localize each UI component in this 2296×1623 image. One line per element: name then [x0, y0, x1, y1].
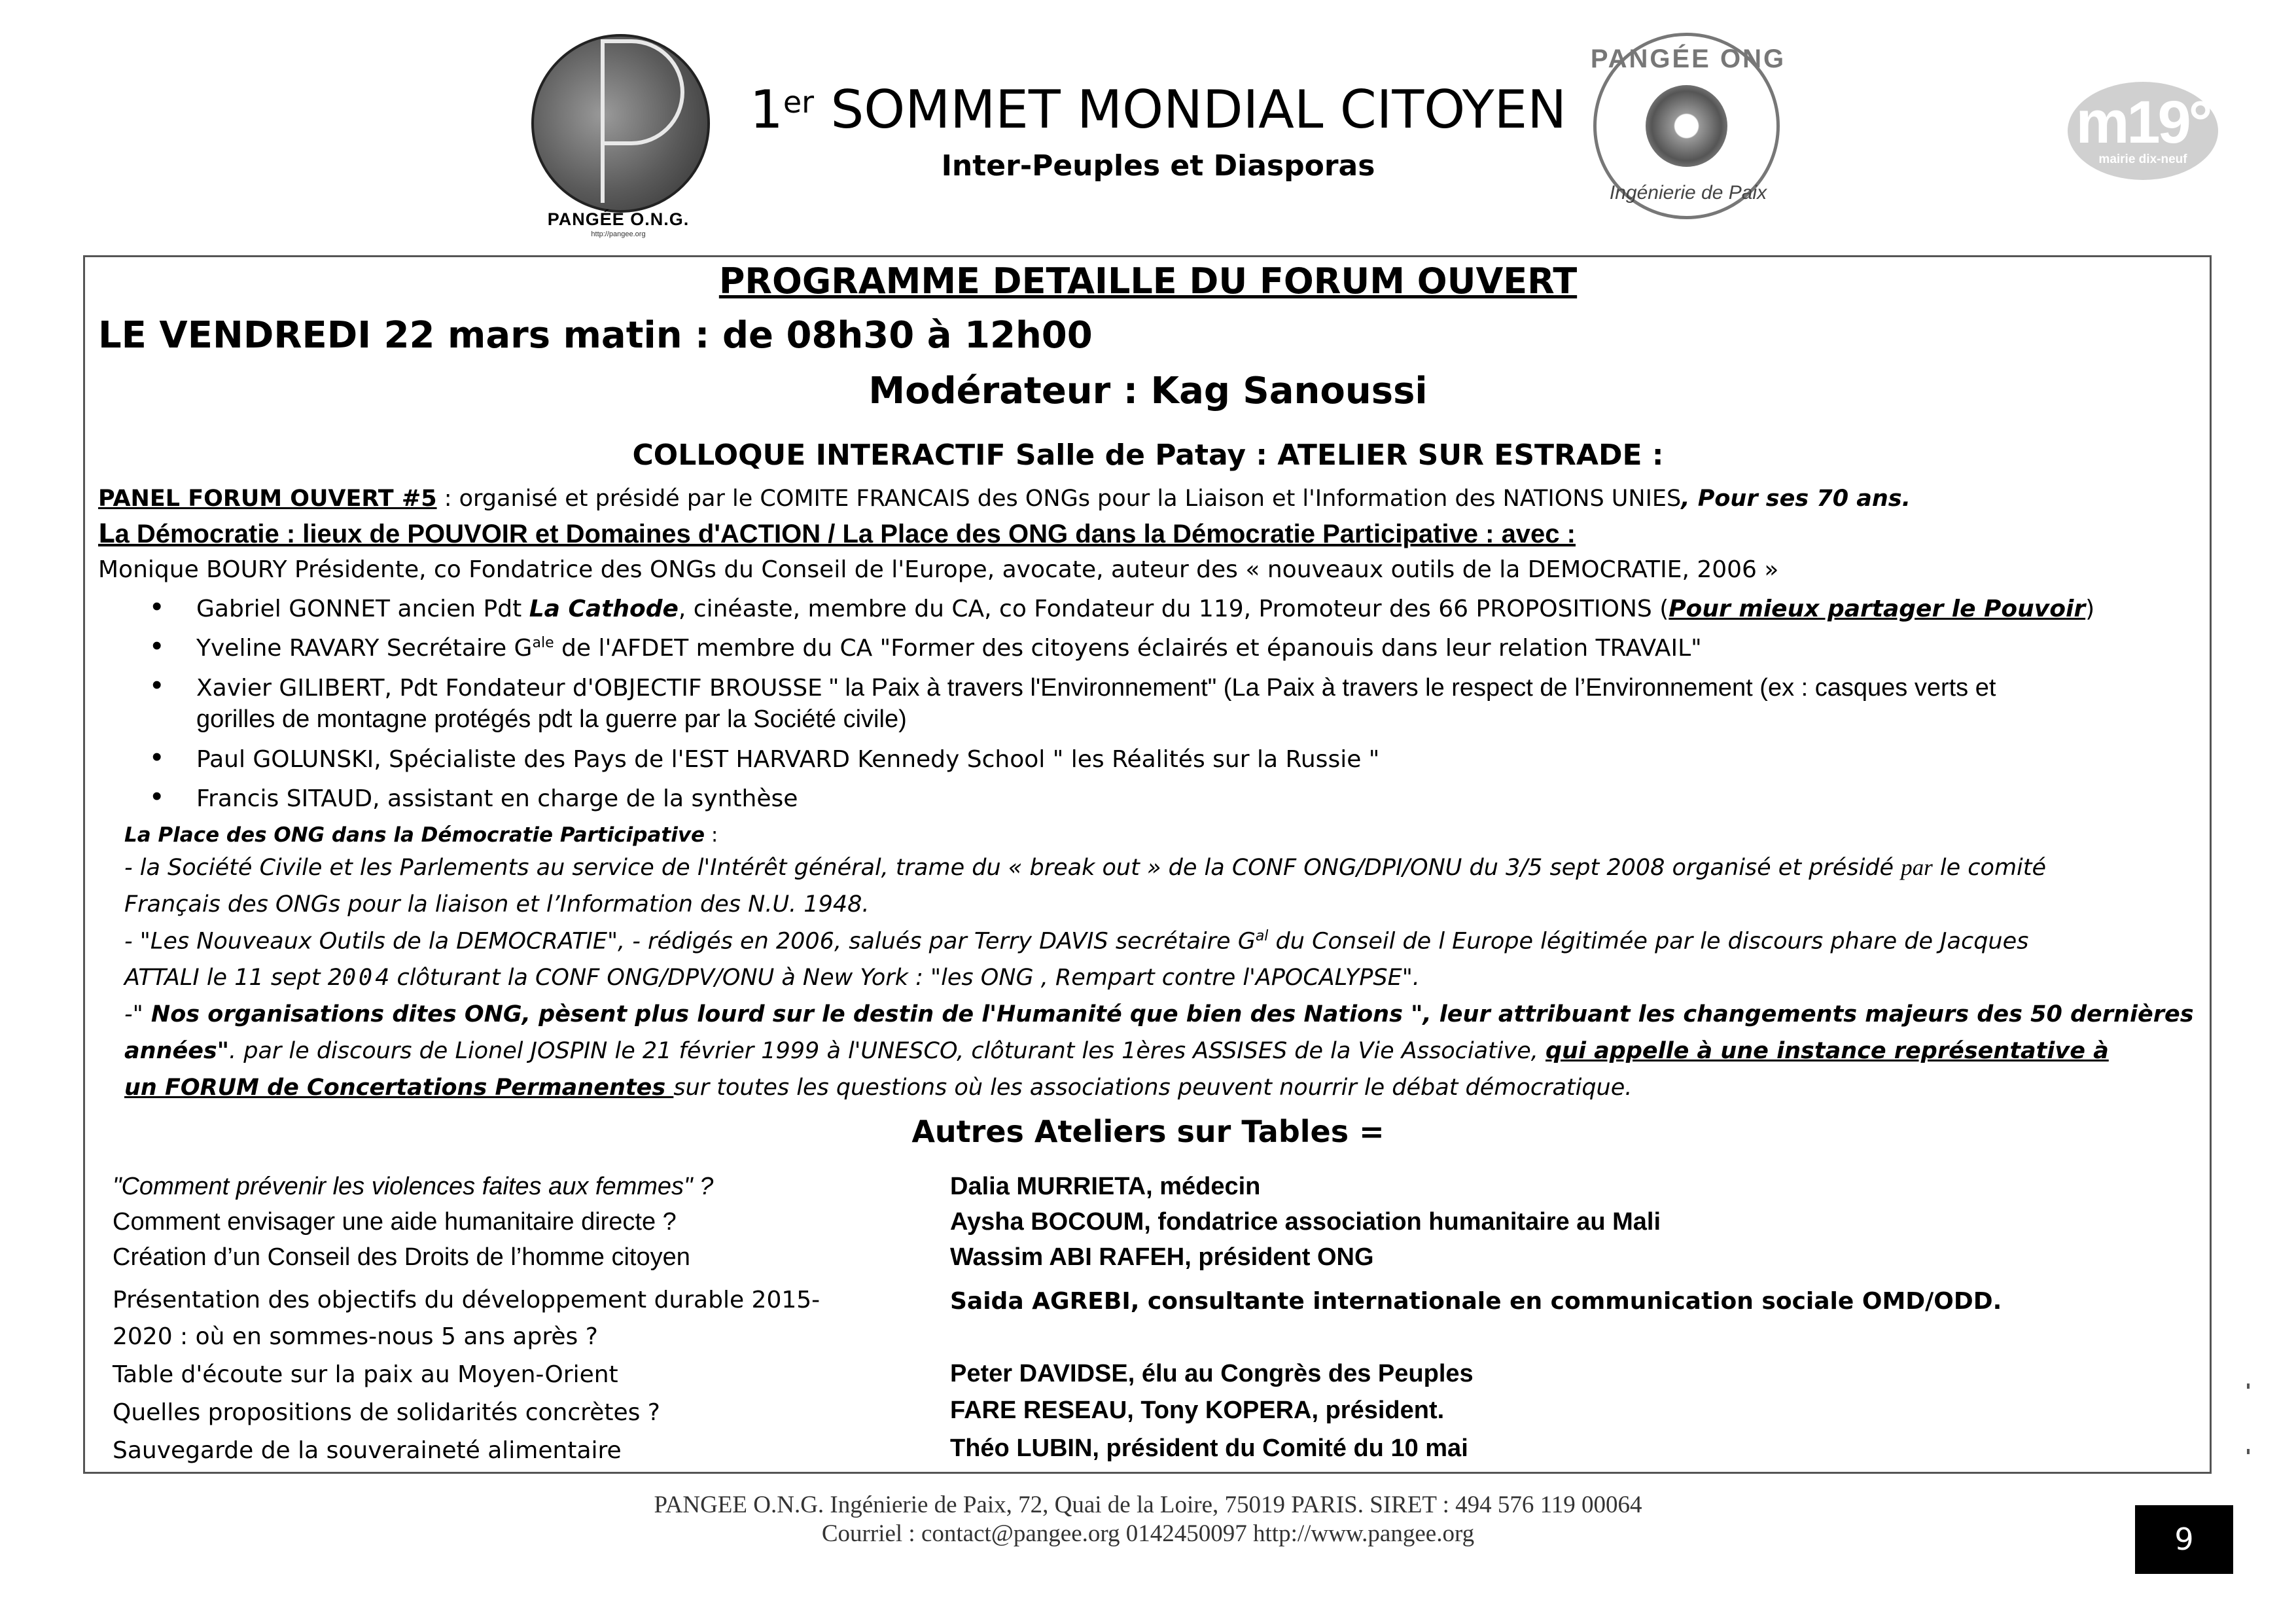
pangee-ong-seal-logo: [1583, 33, 1793, 229]
para3-line3: [124, 1075, 1632, 1101]
atelier-topic-1: "Comment prévenir les violences faites aux femmes" ?: [113, 1173, 714, 1200]
gilibert-desc: " la Paix à travers l'Environnement" (La Paix à travers le respect de l’Environnement (ex : casques verts et: [822, 674, 1996, 702]
para2-rest: 4 clôturant la CONF ONG/DPV/ONU à New York : "les ONG , Rempart contre l'APOCALYPSE".: [375, 965, 1420, 991]
bullet: •: [152, 630, 162, 662]
atelier-topic-4-cont: 2020 : où en sommes-nous 5 ans après ?: [113, 1323, 598, 1350]
scan-speck: [2247, 1449, 2250, 1454]
page-number: 9: [2135, 1505, 2233, 1574]
speaker-gonnet: [196, 596, 2094, 622]
scan-speck: [2247, 1383, 2250, 1389]
para2-end: du Conseil de l Europe légitimée par le discours phare de Jacques: [1268, 928, 2029, 955]
para2-line1: [124, 928, 2028, 955]
boury-line: Monique BOURY Présidente, co Fondatrice des ONGs du Conseil de l'Europe, avocate, auteur des « nouveaux outils de la DEMOCRATIE, 2006 »: [98, 556, 1779, 583]
para2-attali: ATTALI le 11 sept 2: [124, 965, 342, 991]
atelier-topic-2: Comment envisager une aide humanitaire directe ?: [113, 1208, 677, 1236]
m19-caption: mairie dix-neuf: [2098, 152, 2187, 166]
para3-annees: années": [124, 1038, 229, 1064]
speaker-sitaud: Francis SITAUD, assistant en charge de la synthèse: [196, 785, 798, 812]
moderator-line: Modérateur : Kag Sanoussi: [868, 370, 1428, 412]
para3-end: sur toutes les questions où les associations peuvent nourrir le débat démocratique.: [673, 1075, 1633, 1101]
speaker-ravary: [196, 635, 1702, 662]
gonnet-la-cathode: La Cathode: [529, 596, 679, 622]
para2-digits: 00: [342, 965, 376, 991]
ravary-sup: ale: [532, 635, 554, 651]
colloque-line: COLLOQUE INTERACTIF Salle de Patay : ATELIER SUR ESTRADE :: [632, 438, 1664, 472]
date-line: LE VENDREDI 22 mars matin : de 08h30 à 12h00: [98, 314, 1093, 357]
atelier-topic-3: Création d’un Conseil des Droits de l’homme citoyen: [113, 1243, 690, 1271]
gonnet-name: Gabriel GONNET ancien Pdt: [196, 596, 529, 622]
para3-underline2: un FORUM de Concertations Permanentes: [124, 1075, 674, 1101]
panel-line: [98, 486, 1911, 512]
para3-line1: [124, 1001, 2194, 1027]
footer-contact: Courriel : contact@pangee.org 0142450097 http://www.pangee.org: [821, 1520, 1475, 1547]
para3-underline1: qui appelle à une instance représentative à: [1545, 1038, 2109, 1064]
atelier-speaker-2: Aysha BOCOUM, fondatrice association humanitaire au Mali: [950, 1208, 1661, 1236]
para3-dash: -": [124, 1001, 143, 1027]
place-heading-text: La Place des ONG dans la Démocratie Participative: [124, 823, 705, 847]
para1-par: par: [1901, 855, 1933, 880]
spiral-people-icon: [1646, 85, 1727, 167]
mairie-19-logo: [2061, 75, 2218, 187]
page-subtitle: Inter-Peuples et Diasporas: [941, 149, 1375, 183]
autres-ateliers-heading: Autres Ateliers sur Tables =: [911, 1114, 1385, 1149]
atelier-speaker-1: Dalia MURRIETA, médecin: [950, 1173, 1261, 1200]
para1-end: le comité: [1932, 855, 2047, 881]
gonnet-desc: , cinéaste, membre du CA, co Fondateur du 119, Promoteur des 66 PROPOSITIONS (: [678, 596, 1669, 622]
atelier-topic-6: Quelles propositions de solidarités concrètes ?: [113, 1399, 660, 1426]
panel-label: PANEL FORUM OUVERT #5: [98, 486, 437, 512]
para1-line2: Français des ONGs pour la liaison et l’Information des N.U. 1948.: [124, 891, 870, 918]
atelier-speaker-6: FARE RESEAU, Tony KOPERA, président.: [950, 1397, 1445, 1424]
ravary-name: Yveline RAVARY Secrétaire G: [196, 635, 533, 662]
m19-mark: m19°: [2075, 89, 2210, 156]
gonnet-close: ): [2085, 596, 2095, 622]
bullet: •: [152, 741, 162, 773]
logo-left-url: http://pangee.org: [591, 230, 646, 238]
panel-text: : organisé et présidé par le COMITE FRANCAIS des ONGs pour la Liaison et l'Information des NATIONS UNIES: [436, 486, 1682, 512]
gonnet-pouvoir: Pour mieux partager le Pouvoir: [1669, 596, 2086, 622]
seal-top-text: PANGÉE ONG: [1590, 45, 1786, 73]
page-title: [726, 77, 1590, 143]
para3-quote: Nos organisations dites ONG, pèsent plus lourd sur le destin de l'Humanité que bien des Nations ", leur attribuant les changements majeurs des 50 dernières: [143, 1001, 2194, 1027]
theme-rest: a Démocratie : lieux de POUVOIR et Domaines d'ACTION / La Place des ONG dans la Démocratie Participative : avec :: [115, 520, 1576, 548]
speaker-golunski: Paul GOLUNSKI, Spécialiste des Pays de l'EST HARVARD Kennedy School " les Réalités sur la Russie ": [196, 746, 1380, 773]
speaker-gilibert: [196, 674, 1996, 702]
ravary-desc: de l'AFDET membre du CA "Former des citoyens éclairés et épanouis dans leur relation TRAVAIL": [554, 635, 1702, 662]
panel-italic: , Pour ses 70 ans.: [1681, 486, 1911, 512]
place-heading: [124, 823, 718, 847]
atelier-speaker-3: Wassim ABI RAFEH, président ONG: [950, 1243, 1374, 1271]
speaker-gilibert-cont: gorilles de montagne protégés pdt la guerre par la Société civile): [196, 705, 907, 733]
atelier-topic-5: Table d'écoute sur la paix au Moyen-Orient: [113, 1361, 618, 1388]
programme-heading: PROGRAMME DETAILLE DU FORUM OUVERT: [718, 260, 1578, 302]
atelier-speaker-4: Saida AGREBI, consultante internationale en communication sociale OMD/ODD.: [950, 1288, 2002, 1315]
bullet: •: [152, 590, 162, 622]
place-heading-colon: :: [705, 823, 718, 847]
para1-line1: [124, 855, 2046, 881]
title-number: 1: [749, 79, 783, 140]
para1-text: - la Société Civile et les Parlements au service de l'Intérêt général, trame du « break out » de la CONF ONG/DPI/ONU du 3/5 sept 2008 organisé et présidé: [124, 855, 1901, 881]
para2-line2: [124, 965, 1420, 991]
para2-text: - "Les Nouveaux Outils de la DEMOCRATIE", - rédigés en 2006, salués par Terry DAVIS secrétaire G: [124, 928, 1256, 955]
atelier-speaker-7: Théo LUBIN, président du Comité du 10 mai: [950, 1435, 1468, 1462]
footer-address: PANGEE O.N.G. Ingénierie de Paix, 72, Quai de la Loire, 75019 PARIS. SIRET : 494 576 119 00064: [654, 1491, 1642, 1518]
atelier-topic-7: Sauvegarde de la souveraineté alimentaire: [113, 1437, 622, 1464]
title-main: SOMMET MONDIAL CITOYEN: [830, 79, 1567, 140]
bullet: •: [152, 780, 162, 812]
theme-line: [98, 519, 1576, 549]
para2-sup: al: [1255, 928, 1269, 944]
para3-jospin: . par le discours de Lionel JOSPIN le 21 février 1999 à l'UNESCO, clôturant les 1ères ASSISES de la Vie Associative,: [229, 1038, 1545, 1064]
title-ordinal: er: [783, 84, 815, 120]
pangee-logo: [523, 34, 713, 238]
atelier-topic-4: Présentation des objectifs du développement durable 2015-: [113, 1287, 821, 1313]
gilibert-name: Xavier GILIBERT, Pdt Fondateur d'OBJECTIF BROUSSE: [196, 675, 822, 702]
seal-bottom-text: Ingénierie de Paix: [1609, 182, 1767, 204]
bullet: •: [152, 669, 162, 701]
atelier-speaker-5: Peter DAVIDSE, élu au Congrès des Peuples: [950, 1360, 1474, 1387]
para3-line2: [124, 1038, 2109, 1064]
logo-left-name: PANGÉE O.N.G.: [547, 209, 690, 229]
theme-first-letter: L: [98, 519, 115, 549]
